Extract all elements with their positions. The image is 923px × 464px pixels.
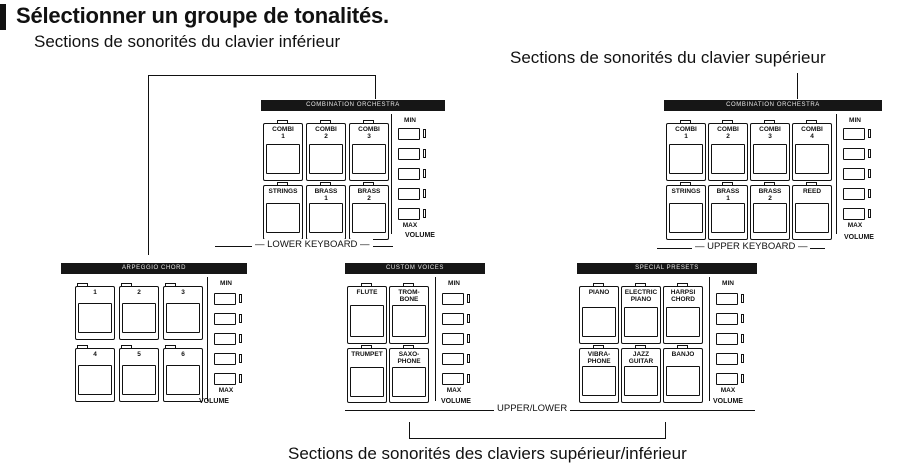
upper-lower-label: UPPER/LOWER xyxy=(494,403,570,414)
panel-upper-combination: COMBINATION ORCHESTRA COMBI 1 COMBI 2 COMBI 3 COMBI 4 STRINGS BRASS 1 BRASS 2 REED MIN MAX VOLUME xyxy=(664,100,882,250)
connector-lower-top xyxy=(148,75,375,76)
panel-title: SPECIAL PRESETS xyxy=(577,263,757,274)
volume-control[interactable]: MIN MAX xyxy=(709,277,749,401)
volume-control[interactable]: MIN MAX xyxy=(207,277,247,401)
panel-title: CUSTOM VOICES xyxy=(345,263,485,274)
connector-lower-right xyxy=(375,75,376,99)
upper-keyboard-label: — UPPER KEYBOARD — xyxy=(692,241,810,252)
volume-label: VOLUME xyxy=(844,234,874,241)
panel-title: ARPEGGIO CHORD xyxy=(61,263,247,274)
panel-title: COMBINATION ORCHESTRA xyxy=(261,100,445,111)
page-title: Sélectionner un groupe de tonalités. xyxy=(16,3,389,28)
volume-control[interactable]: MIN MAX xyxy=(836,114,876,234)
volume-label: VOLUME xyxy=(405,232,435,239)
panel-arpeggio-chord: ARPEGGIO CHORD 1 2 3 4 5 6 MIN MAX VOLUME xyxy=(61,263,247,411)
connector-lower-left xyxy=(148,75,149,255)
panel-custom-voices: CUSTOM VOICES FLUTE TROM- BONE TRUMPET SAXO- PHONE MIN MAX VOLUME xyxy=(345,263,485,411)
panel-special-presets: SPECIAL PRESETS PIANO ELECTRIC PIANO HARPSI CHORD VIBRA- PHONE JAZZ GUITAR BANJO MIN MAX VOLUME xyxy=(577,263,757,411)
bracket-right xyxy=(665,422,666,439)
bracket-left xyxy=(409,422,410,439)
step-marker xyxy=(0,4,6,30)
panel-lower-combination: COMBINATION ORCHESTRA COMBI 1 COMBI 2 COMBI 3 STRINGS BRASS 1 BRASS 2 MIN MAX VOLUME xyxy=(261,100,445,250)
volume-label: VOLUME xyxy=(713,398,743,405)
volume-label: VOLUME xyxy=(199,398,229,405)
volume-control[interactable]: MIN MAX xyxy=(391,114,431,234)
caption-upper: Sections de sonorités du clavier supérieur xyxy=(510,48,826,67)
volume-label: VOLUME xyxy=(441,398,471,405)
bracket-bottom xyxy=(409,438,666,439)
volume-control[interactable]: MIN MAX xyxy=(435,277,475,401)
lower-keyboard-label: — LOWER KEYBOARD — xyxy=(252,239,373,250)
connector-upper xyxy=(797,73,798,99)
caption-upper-lower: Sections de sonorités des claviers supérieur/inférieur xyxy=(288,444,687,463)
caption-lower: Sections de sonorités du clavier inférieur xyxy=(34,32,341,51)
panel-title: COMBINATION ORCHESTRA xyxy=(664,100,882,111)
